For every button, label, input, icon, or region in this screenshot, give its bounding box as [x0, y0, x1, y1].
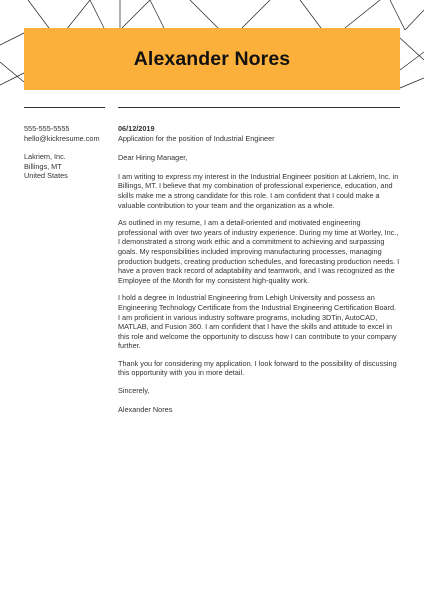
- contact-sidebar: [24, 124, 114, 190]
- closing-phrase: Sincerely,: [118, 386, 150, 396]
- recipient-address: [24, 152, 114, 181]
- paragraph-education: I hold a degree in Industrial Engineering from Lehigh University and possess an Engineering Technology Certificate from the Industrial Engineering Certification Board. I am proficient in various industry software programs, including 3DTin, AutoCAD, MATLAB, and Fusion 360. I am confident that I have the skills and attitude to excel in this role and welcome the opportunity to discuss how I can contribute to your company further.: [118, 293, 397, 351]
- signature-name: Alexander Nores: [118, 404, 173, 414]
- salutation: Dear Hiring Manager,: [118, 153, 188, 163]
- main-divider: [118, 107, 400, 108]
- letter-date: 06/12/2019: [118, 124, 155, 133]
- company-city: Billings, MT: [24, 161, 62, 171]
- name-banner: [24, 28, 400, 90]
- letter-subject: Application for the position of Industrial Engineer: [118, 133, 275, 143]
- paragraph-intro: I am writing to express my interest in the Industrial Engineer position at Lakriem, Inc. in Billings, MT. I believe that my combination of professional experience, education, and skills make me a strong candidate for this role. I am confident that I could make a valuable contribution to your team and the organization as a whole.: [118, 171, 399, 210]
- company-name: Lakriem, Inc.: [24, 152, 66, 162]
- paragraph-experience: As outlined in my resume, I am a detail-oriented and motivated engineering professional with over two years of industry experience. During my time at Worley, Inc., I demonstrated a strong work ethic and a commitment to achieving and surpassing goals. My responsibilities included improving manufacturing processes, managing production budgets, creating production schedules, and forecasting production needs. I have a proven track record of adaptability and teamwork, and I was recognized as the Employee of the Month for my consistent high-quality work.: [118, 218, 400, 285]
- sidebar-divider: [24, 107, 105, 108]
- paragraph-closing: Thank you for considering my application. I look forward to the possibility of discussing this opportunity with you in more detail.: [118, 358, 397, 378]
- email-address: hello@kickresume.com: [24, 133, 100, 143]
- letter-body: [118, 124, 400, 422]
- phone-number: 555-555-5555: [24, 124, 70, 133]
- applicant-name: Alexander Nores: [133, 47, 291, 70]
- company-country: United States: [24, 171, 68, 181]
- applicant-contact: [24, 124, 114, 143]
